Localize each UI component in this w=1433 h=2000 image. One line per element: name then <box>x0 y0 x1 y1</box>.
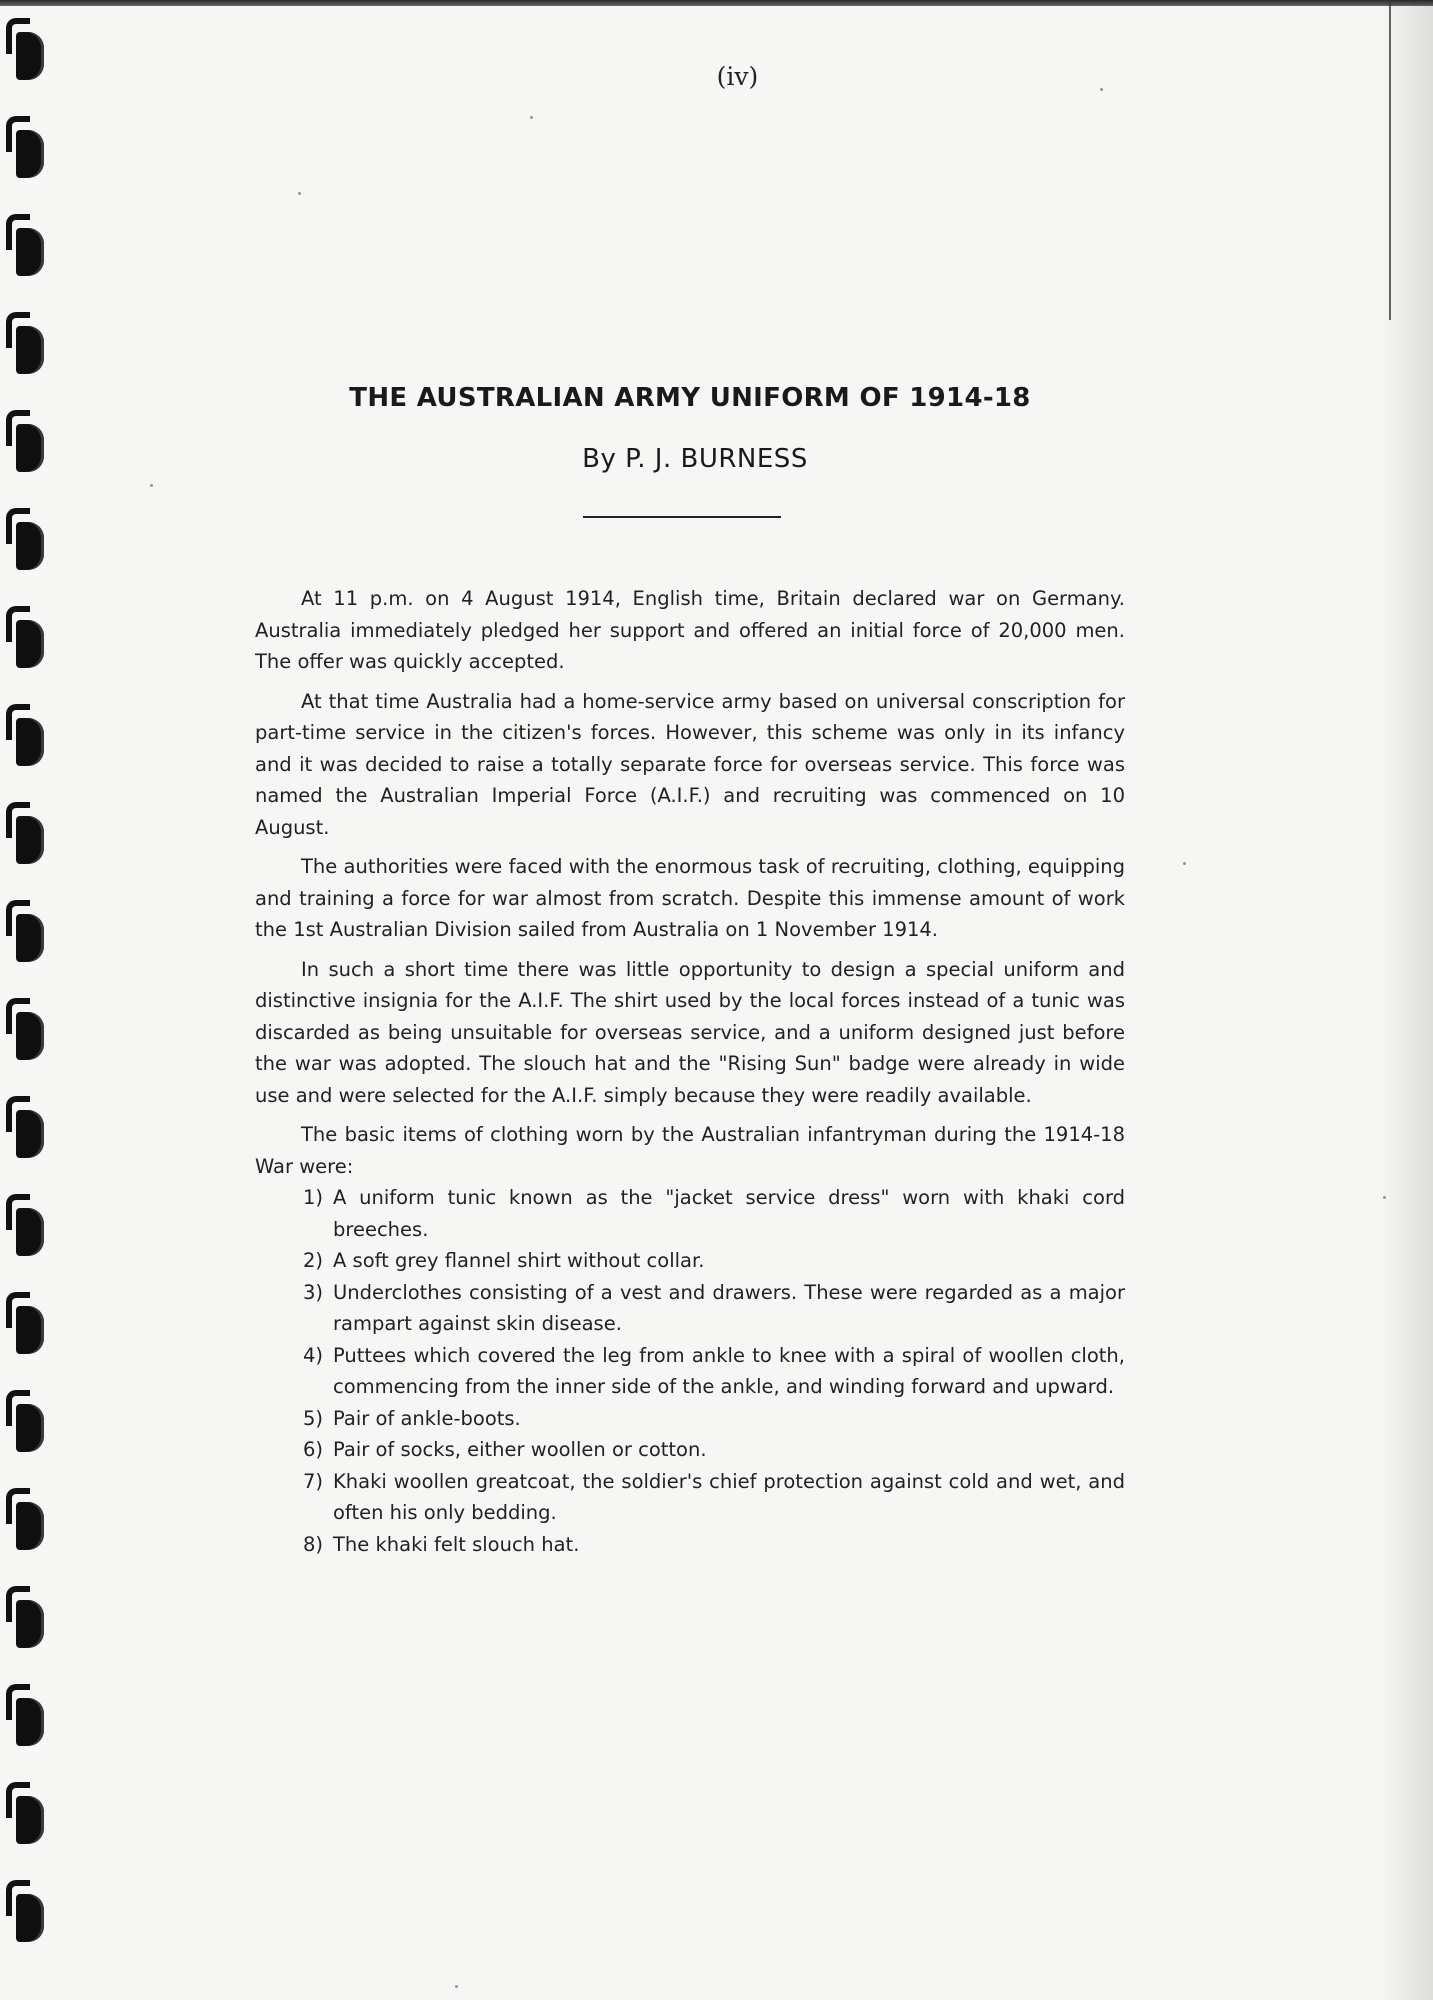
list-item-number: 6) <box>303 1438 324 1461</box>
list-item-number: 2) <box>303 1249 324 1272</box>
list-item-text: A uniform tunic known as the "jacket service dress" worn with khaki cord breeches. <box>333 1186 1125 1241</box>
binding-coil <box>6 1194 46 1256</box>
list-item-text: Underclothes consisting of a vest and drawers. These were regarded as a major rampart against skin disease. <box>333 1280 1125 1335</box>
paragraph: The basic items of clothing worn by the Australian infantryman during the 1914-18 War were: <box>255 1123 1125 1178</box>
scan-top-edge <box>0 0 1433 6</box>
binding-coil <box>6 1390 46 1452</box>
spiral-binding <box>0 0 60 2000</box>
list-item <box>255 1182 1125 1245</box>
list-item-number: 7) <box>303 1469 324 1493</box>
list-item-text: Khaki woollen greatcoat, the soldier's chief protection against cold and wet, and often his only bedding. <box>333 1469 1125 1524</box>
binding-coil <box>6 1586 46 1648</box>
binding-coil <box>6 606 46 668</box>
list-item <box>255 1466 1125 1529</box>
list-item-text: A soft grey flannel shirt without collar. <box>333 1249 705 1272</box>
list-item <box>255 1434 1125 1466</box>
binding-coil <box>6 1488 46 1550</box>
paragraph: At that time Australia had a home-service army based on universal conscription for part-time service in the citizen's forces. However, this scheme was only in its infancy and it was decided to raise a totally separate force for overseas service. This force was named the Australian Imperial Force (A.I.F.) and recruiting was commenced on 10 August. <box>255 689 1125 839</box>
list-item-number: 4) <box>303 1343 324 1367</box>
list-item-text: The khaki felt slouch hat. <box>333 1532 580 1556</box>
binding-coil <box>6 802 46 864</box>
article-byline: By P. J. BURNESS <box>582 444 808 474</box>
binding-coil <box>6 214 46 276</box>
list-item <box>255 1403 1125 1435</box>
list-item-number: 5) <box>303 1406 324 1430</box>
paragraph: The authorities were faced with the enormous task of recruiting, clothing, equipping and training a force for war almost from scratch. Despite this immense amount of work the 1st Australian Division sailed from Australia on 1 November 1914. <box>255 855 1125 941</box>
list-item-number: 1) <box>303 1186 324 1209</box>
list-item-number: 3) <box>303 1280 324 1304</box>
paragraph: At 11 p.m. on 4 August 1914, English time, Britain declared war on Germany. Australia immediately pledged her support and offered an initial force of 20,000 men. The offer was quickly accepted. <box>255 587 1125 673</box>
binding-coil <box>6 1880 46 1942</box>
binding-coil <box>6 1096 46 1158</box>
clothing-list <box>255 1182 1125 1560</box>
binding-coil <box>6 116 46 178</box>
list-item <box>255 1529 1125 1561</box>
page-number: (iv) <box>716 62 759 91</box>
binding-coil <box>6 508 46 570</box>
paragraph: In such a short time there was little opportunity to design a special uniform and distinctive insignia for the A.I.F. The shirt used by the local forces instead of a tunic was discarded as being unsuitable for overseas service, and a uniform designed just before the war was adopted. The slouch hat and the "Rising Sun" badge were already in wide use and were selected for the A.I.F. simply because they were readily available. <box>255 957 1125 1107</box>
list-item-text: Pair of ankle-boots. <box>333 1406 521 1430</box>
binding-coil <box>6 312 46 374</box>
article-title: THE AUSTRALIAN ARMY UNIFORM OF 1914-18 <box>349 383 1031 413</box>
binding-coil <box>6 998 46 1060</box>
article-body <box>255 583 1125 1560</box>
binding-coil <box>6 1292 46 1354</box>
list-item-text: Pair of socks, either woollen or cotton. <box>333 1438 707 1461</box>
list-item <box>255 1277 1125 1340</box>
scan-right-line <box>1389 0 1391 320</box>
list-item-number: 8) <box>303 1532 324 1556</box>
binding-coil <box>6 1782 46 1844</box>
binding-coil <box>6 1684 46 1746</box>
list-item-text: Puttees which covered the leg from ankle to knee with a spiral of woollen cloth, commencing from the inner side of the ankle, and winding forward and upward. <box>333 1343 1125 1398</box>
binding-coil <box>6 900 46 962</box>
list-item <box>255 1245 1125 1277</box>
binding-coil <box>6 704 46 766</box>
list-item <box>255 1340 1125 1403</box>
title-divider <box>583 516 781 518</box>
